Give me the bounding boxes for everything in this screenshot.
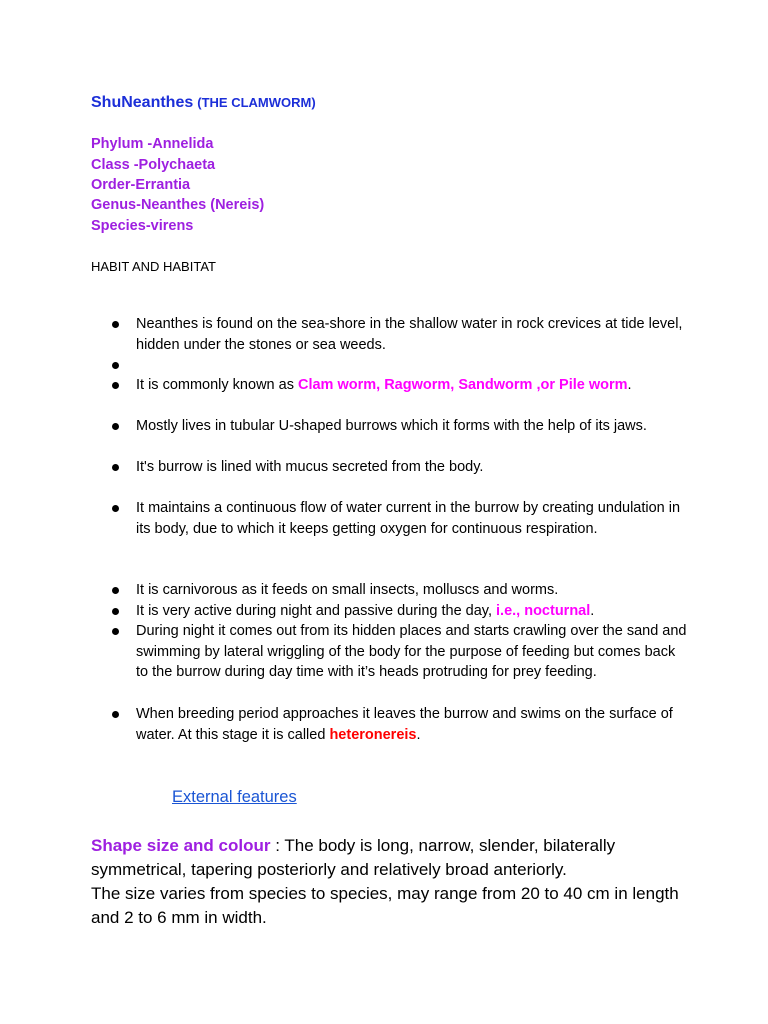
bullet-dot [112, 608, 119, 615]
bullet-dot [112, 587, 119, 594]
heteronereis-highlight: heteronereis [329, 726, 417, 743]
taxonomy-order: Order-Errantia [91, 177, 191, 193]
taxonomy-class: Class -Polychaeta [91, 157, 216, 173]
taxonomy-genus: Genus-Neanthes (Nereis) [91, 197, 265, 213]
common-names-highlight: Clam worm, Ragworm, Sandworm ,or Pile worm [297, 377, 628, 393]
bullet-dot [112, 505, 119, 512]
bullet-dot [112, 711, 119, 718]
title-main: ShuNeanthes [91, 94, 194, 111]
bullet-dot [112, 362, 119, 369]
shape-size-label: Shape size and colour [91, 836, 271, 855]
size-paragraph: The size varies from species to species, may range from 20 to 40 cm in length and 2 to 6 mm in width. [91, 884, 679, 927]
taxonomy-species: Species-virens [91, 218, 194, 234]
bullet-dot [112, 464, 119, 471]
taxonomy-phylum: Phylum -Annelida [91, 136, 214, 152]
title-subtitle: (THE CLAMWORM) [197, 95, 316, 110]
shape-size-paragraph: Shape size and colour : The body is long, narrow, slender, bilaterally symmetrical, tapering posteriorly and relatively broad anteriorly. [91, 836, 616, 879]
page-title [91, 94, 316, 112]
bullet-dot [112, 423, 119, 430]
habit-heading: HABIT AND HABITAT [91, 259, 216, 274]
nocturnal-highlight: i.e., nocturnal [496, 603, 591, 619]
external-features-link[interactable]: External features [172, 788, 297, 806]
bullet-dot [112, 382, 119, 389]
bullet-dot [112, 628, 119, 635]
bullet-dot [112, 321, 119, 328]
document-page: ShuNeanthes (THE CLAMWORM) Phylum -Annelida Class -Polychaeta Order-Errantia Genus-Neanthes (Nereis) Species-virens HABIT AND HABITAT Neanthes is found on the sea-shore in the shallow water in rock crevices at tide level, hidden under the stones or sea weeds. It is commonly known as Clam worm, Ragworm, Sandworm ,or Pile worm. Mostly lives in tubular U-shaped burrows which it forms with the help of its jaws. It's burrow is lined with mucus secreted from the body. It maintains a continuous flow of water current in the burrow by creating undulation in its body, due to which it keeps getting oxygen for continuous respiration. It is carnivorous as it feeds on small insects, molluscs and worms. It is very active during night and passive during the day, i.e., nocturnal. During night it comes out from its hidden places and starts crawling over the sand and swimming by lateral wriggling of the body for the purpose of feeding but comes back to the burrow during day time with it’s heads protruding for prey feeding. When breeding period approaches it leaves the burrow and swims on the surface of water. At this stage it is called heteronereis. External features Shape size and colour : The body is long, narrow, slender, bilaterally symmetrical, tapering posteriorly and relatively broad anteriorly. The size varies from species to species, may range from 20 to 40 cm in length and 2 to 6 mm in width. [0, 0, 768, 1024]
